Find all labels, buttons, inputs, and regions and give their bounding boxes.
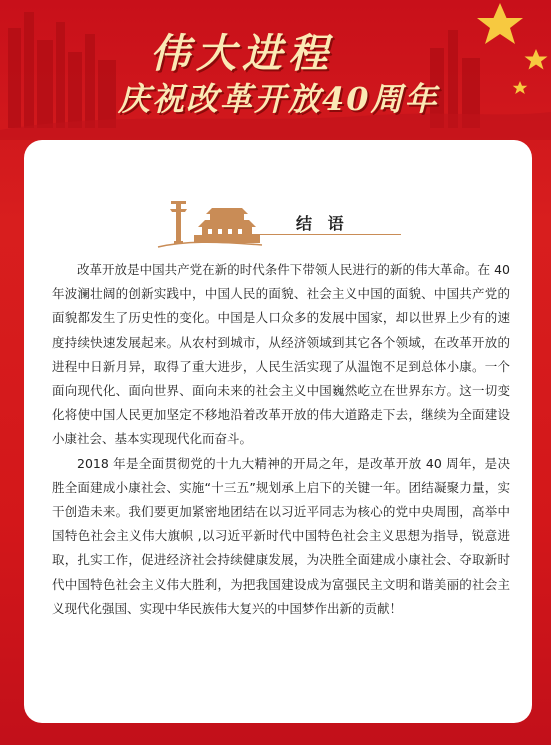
banner-title: 伟大进程	[150, 30, 334, 77]
paragraph: 改革开放是中国共产党在新的时代条件下带领人民进行的新的伟大革命。在 40 年波澜壮阔的创新实践中，中国人民的面貌、社会主义中国的面貌、中国共产党的面貌都发生了历史性的变化。中国是人口众多的发展中国家，却以世界上少有的速度持续快速发展起来。从农村到城市，从经济领域到其它各个领域，在改革开放的进程中日新月异，取得了重大进步，人民生活实现了从温饱不足到总体小康。一个面向现代化、面向世界、面向未来的社会主义中国巍然屹立在世界东方。这一切变化将使中国人民更加坚定不移地沿着改革开放的伟大道路走下去，继续为全面建设小康社会、基本实现现代化而奋斗。	[52, 262, 510, 447]
banner-subtitle: 庆祝改革开放40周年	[118, 80, 439, 118]
star-icon	[513, 81, 528, 94]
section-title: 结 语	[296, 214, 349, 233]
content-card	[24, 140, 532, 723]
tiananmen-ornament-icon	[154, 197, 264, 252]
paragraph: 2018 年是全面贯彻党的十九大精神的开局之年，是改革开放 40 周年，是决胜全面建成小康社会、实施“十三五”规划承上启下的关键一年。团结凝聚力量，实干创造未来。我们要更加紧密地团结在以习近平同志为核心的党中央周围，高举中国特色社会主义伟大旗帜 ,以习近平新时代中国特色社会主义思想为指导，锐意进取，扎实工作，促进经济社会持续健康发展，为决胜全面建成小康社会、夺取新时代中国特色社会主义伟大胜利，为把我国建设成为富强民主文明和谐美丽的社会主义现代化强国、实现中华民族伟大复兴的中国梦作出新的贡献！	[52, 455, 510, 616]
star-icon	[525, 49, 548, 70]
star-icon	[477, 3, 523, 44]
body-text	[52, 258, 510, 621]
header-banner	[0, 0, 551, 140]
title-underline	[251, 234, 401, 235]
section-header	[154, 197, 404, 252]
